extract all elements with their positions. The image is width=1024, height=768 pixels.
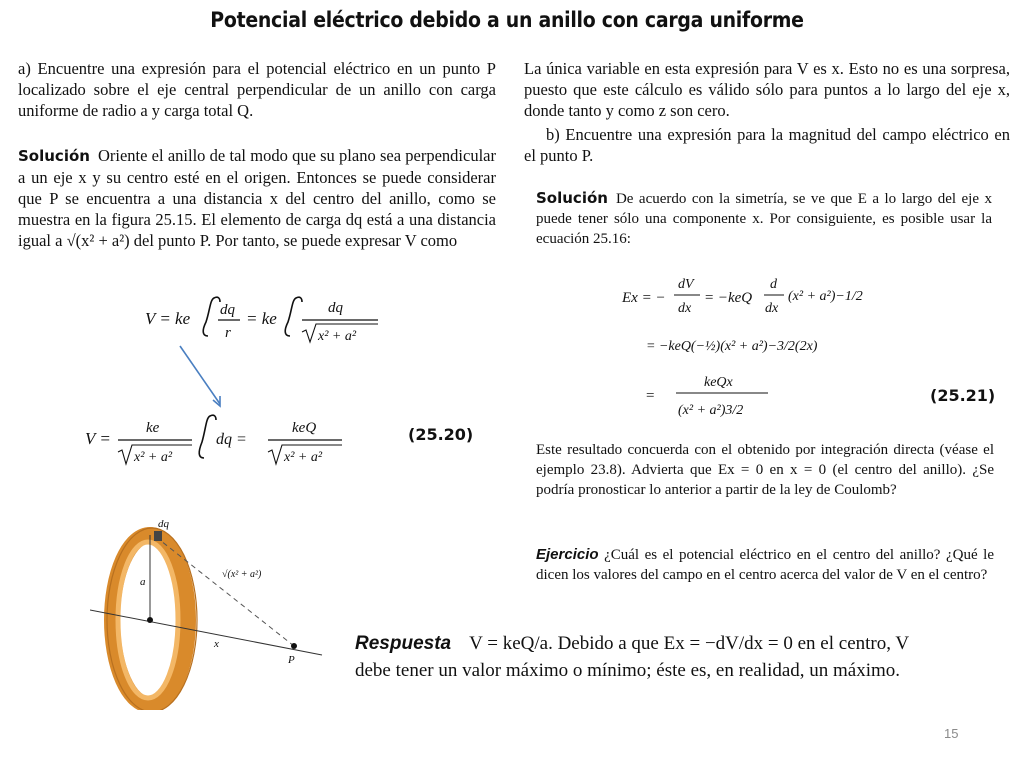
- equation-25-21: [620, 268, 920, 428]
- eq-line1-lhs: Ex = −: [622, 290, 666, 306]
- part-b-text: b) Encuentre una expresión para la magnitud del campo eléctrico en el punto P.: [524, 125, 1010, 165]
- page-number: 15: [944, 726, 959, 741]
- figure-distance-label: √(x² + a²): [222, 569, 262, 580]
- eq2-frac2-num: keQ: [292, 420, 317, 436]
- eq2-frac1-den: x² + a²: [134, 450, 173, 465]
- eq-line2: = −keQ(−½)(x² + a²)−3/2(2x): [646, 339, 818, 354]
- eq-line1-tail: (x² + a²)−1/2: [788, 289, 863, 304]
- page-title: Potencial eléctrico debido a un anillo con carga uniforme: [210, 8, 804, 32]
- right-solution-label: Solución: [536, 189, 608, 207]
- exercise-text: ¿Cuál es el potencial eléctrico en el centro del anillo? ¿Qué le dicen los valores del campo en el centro acerca del valor de V en el centro?: [536, 547, 994, 583]
- equation-number-25-20: (25.20): [408, 425, 474, 444]
- eq1-lhs: V = ke: [145, 309, 191, 328]
- solution-text: Oriente el anillo de tal modo que su plano sea perpendicular a un eje x y su centro esté en el origen. Entonces se puede considerar que P se encuentra a una distancia x del centro del anillo, como se muestra en la figura 25.15. El elemento de carga dq está a una distancia igual a √(x² + a²) del punto P. Por tanto, se puede expresar V como: [18, 146, 496, 250]
- eq-line3-lhs: =: [646, 388, 655, 404]
- part-a-text: a) Encuentre una expresión para el potencial eléctrico en un punto P localizado sobre el eje central perpendicular de un anillo con carga uniforme de radio a y carga total Q.: [18, 59, 496, 120]
- eq1-int2-num: dq: [328, 300, 343, 316]
- answer: [355, 630, 923, 684]
- figure-x-label: x: [214, 638, 219, 650]
- exercise: [536, 545, 994, 585]
- eq-line3-num: keQx: [704, 375, 733, 390]
- eq2-frac1-num: ke: [146, 420, 160, 436]
- ring-figure: [90, 515, 330, 710]
- eq1-eq-ke: = ke: [246, 309, 277, 328]
- figure-p-label: P: [288, 654, 295, 666]
- figure-a-label: a: [140, 576, 146, 588]
- annotation-arrow: [170, 340, 230, 412]
- right-solution-text: De acuerdo con la simetría, se ve que E a lo largo del eje x puede tener sólo una componente x. Por consiguiente, es posible usar la ecuación 25.16:: [536, 191, 992, 247]
- answer-text: V = keQ/a. Debido a que Ex = −dV/dx = 0 en el centro, V debe tener un valor máximo o mínimo; éste es, en realidad, un máximo.: [355, 633, 909, 681]
- eq-line1-frac-den: dx: [678, 301, 692, 316]
- left-solution: [18, 145, 496, 251]
- eq-line1-d-num: d: [770, 277, 777, 292]
- eq2-lhs: V =: [85, 429, 111, 448]
- eq1-int1-num: dq: [220, 302, 235, 318]
- answer-label: Respuesta: [355, 633, 452, 654]
- eq-line3-den: (x² + a²)3/2: [678, 403, 744, 418]
- right-intro: La única variable en esta expresión para V es x. Esto no es una sorpresa, puesto que este cálculo es válido sólo para puntos a lo largo del eje x, donde tanto y como z son cero.: [524, 59, 1010, 120]
- eq-line1-mid: = −keQ: [704, 290, 753, 306]
- eq1-int2-den: x² + a²: [318, 329, 357, 344]
- right-solution: [536, 188, 992, 249]
- solution-label: Solución: [18, 147, 90, 165]
- exercise-label: Ejercicio: [536, 546, 599, 563]
- eq2-int: dq =: [216, 431, 247, 448]
- figure-dq-label: dq: [158, 518, 169, 530]
- equation-25-20: [80, 410, 380, 472]
- right-result: Este resultado concuerda con el obtenido por integración directa (véase el ejemplo 23.8). Advierta que Ex = 0 en x = 0 (el centro del anillo). ¿Se podría pronosticar lo anterior a partir de la ley de Coulomb?: [536, 442, 994, 498]
- eq1-int1-den: r: [225, 325, 231, 341]
- eq-line1-d-den: dx: [765, 301, 779, 316]
- eq2-frac2-den: x² + a²: [284, 450, 323, 465]
- equation-number-25-21: (25.21): [930, 386, 996, 405]
- eq-line1-frac-num: dV: [678, 277, 694, 292]
